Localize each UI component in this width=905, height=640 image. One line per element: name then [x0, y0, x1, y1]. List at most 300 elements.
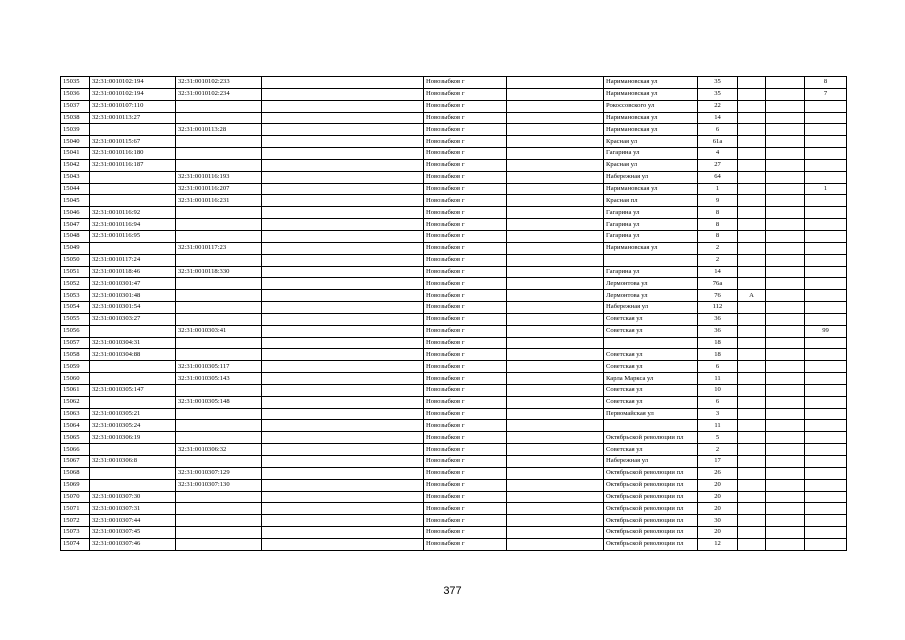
cell-cadastral-number [90, 361, 176, 373]
cell-empty [766, 313, 805, 325]
cell-house-number: 1 [698, 183, 738, 195]
cell-letter [738, 183, 766, 195]
table-row [61, 515, 847, 527]
cell-apartment [805, 290, 847, 302]
cell-empty [507, 491, 604, 503]
cell-house-number: 35 [698, 77, 738, 89]
cell-cadastral-number: 32:31:0010307:46 [90, 538, 176, 550]
cell-empty [766, 456, 805, 468]
cell-house-number: 11 [698, 420, 738, 432]
cell-empty [507, 396, 604, 408]
cell-city: Новозыбков г [424, 230, 507, 242]
cell-cadastral-number: 32:31:0010305:21 [90, 408, 176, 420]
cell-apartment: 7 [805, 88, 847, 100]
cell-id: 15067 [61, 456, 90, 468]
cell-street [604, 254, 698, 266]
cell-apartment [805, 515, 847, 527]
cell-cadastral-number: 32:31:0010304:88 [90, 349, 176, 361]
cell-empty [766, 420, 805, 432]
cell-cadastral-number-2 [176, 503, 262, 515]
cell-empty [507, 159, 604, 171]
cell-cadastral-number-2 [176, 136, 262, 148]
cell-empty [766, 467, 805, 479]
cell-street: Советская ул [604, 325, 698, 337]
cell-cadastral-number-2 [176, 456, 262, 468]
cell-cadastral-number-2 [176, 313, 262, 325]
table-row [61, 444, 847, 456]
cell-city: Новозыбков г [424, 527, 507, 539]
cell-house-number: 61а [698, 136, 738, 148]
cell-id: 15048 [61, 230, 90, 242]
cell-empty [262, 124, 424, 136]
cell-house-number: 20 [698, 503, 738, 515]
cell-city: Новозыбков г [424, 479, 507, 491]
table-row [61, 148, 847, 160]
cell-id: 15050 [61, 254, 90, 266]
cell-id: 15064 [61, 420, 90, 432]
cell-empty [507, 349, 604, 361]
cell-empty [766, 148, 805, 160]
table-row [61, 207, 847, 219]
cell-id: 15052 [61, 278, 90, 290]
cell-apartment [805, 373, 847, 385]
cell-apartment [805, 230, 847, 242]
cell-empty [766, 337, 805, 349]
cell-city: Новозыбков г [424, 266, 507, 278]
cell-empty [507, 432, 604, 444]
cell-house-number: 18 [698, 337, 738, 349]
cell-house-number: 30 [698, 515, 738, 527]
cell-city: Новозыбков г [424, 361, 507, 373]
cell-city: Новозыбков г [424, 396, 507, 408]
cell-house-number: 3 [698, 408, 738, 420]
cell-letter [738, 432, 766, 444]
cell-id: 15045 [61, 195, 90, 207]
cell-city: Новозыбков г [424, 337, 507, 349]
cell-empty [766, 207, 805, 219]
cell-letter [738, 503, 766, 515]
cell-empty [766, 183, 805, 195]
cell-house-number: 6 [698, 124, 738, 136]
table-row [61, 290, 847, 302]
cell-cadastral-number [90, 171, 176, 183]
cell-empty [262, 183, 424, 195]
cell-empty [262, 432, 424, 444]
table-row [61, 136, 847, 148]
cell-letter [738, 538, 766, 550]
cell-apartment [805, 361, 847, 373]
cell-empty [766, 349, 805, 361]
cell-letter [738, 302, 766, 314]
cell-street: Гагарина ул [604, 266, 698, 278]
cell-empty [507, 420, 604, 432]
cell-empty [262, 148, 424, 160]
cell-cadastral-number-2 [176, 112, 262, 124]
cell-apartment [805, 479, 847, 491]
table-row [61, 396, 847, 408]
cell-city: Новозыбков г [424, 408, 507, 420]
cell-id: 15057 [61, 337, 90, 349]
cell-cadastral-number: 32:31:0010107:110 [90, 100, 176, 112]
cell-house-number: 20 [698, 527, 738, 539]
cell-letter [738, 313, 766, 325]
cell-street: Гагарина ул [604, 207, 698, 219]
cell-city: Новозыбков г [424, 207, 507, 219]
cell-street: Октябрьской революции пл [604, 515, 698, 527]
cell-house-number: 20 [698, 479, 738, 491]
cell-city: Новозыбков г [424, 325, 507, 337]
cell-letter [738, 467, 766, 479]
cell-city: Новозыбков г [424, 219, 507, 231]
cell-id: 15059 [61, 361, 90, 373]
cell-empty [507, 503, 604, 515]
cell-cadastral-number [90, 396, 176, 408]
cell-empty [507, 136, 604, 148]
cell-street [604, 420, 698, 432]
cell-house-number: 2 [698, 254, 738, 266]
table-row [61, 278, 847, 290]
cell-empty [262, 136, 424, 148]
cell-street: Красная пл [604, 195, 698, 207]
cell-letter [738, 278, 766, 290]
cell-id: 15049 [61, 242, 90, 254]
cell-house-number: 8 [698, 207, 738, 219]
cell-apartment [805, 396, 847, 408]
cell-letter [738, 219, 766, 231]
cell-apartment [805, 148, 847, 160]
cell-apartment [805, 207, 847, 219]
cell-street: Наримановская ул [604, 183, 698, 195]
cell-empty [507, 266, 604, 278]
cell-cadastral-number: 32:31:0010116:187 [90, 159, 176, 171]
cell-empty [262, 242, 424, 254]
cell-cadastral-number: 32:31:0010305:24 [90, 420, 176, 432]
cell-cadastral-number-2 [176, 527, 262, 539]
cell-street [604, 337, 698, 349]
cell-cadastral-number-2: 32:31:0010116:193 [176, 171, 262, 183]
cell-city: Новозыбков г [424, 136, 507, 148]
cell-cadastral-number: 32:31:0010304:31 [90, 337, 176, 349]
cell-cadastral-number-2 [176, 278, 262, 290]
cell-cadastral-number: 32:31:0010116:92 [90, 207, 176, 219]
cell-empty [766, 538, 805, 550]
cell-cadastral-number-2 [176, 219, 262, 231]
cell-empty [507, 384, 604, 396]
cell-house-number: 12 [698, 538, 738, 550]
cell-id: 15066 [61, 444, 90, 456]
cell-cadastral-number-2: 32:31:0010307:129 [176, 467, 262, 479]
cell-empty [262, 408, 424, 420]
cell-letter [738, 100, 766, 112]
cell-letter [738, 491, 766, 503]
cell-street: Наримановская ул [604, 77, 698, 89]
cell-cadastral-number [90, 195, 176, 207]
cell-apartment [805, 124, 847, 136]
cell-empty [262, 325, 424, 337]
table-row [61, 349, 847, 361]
cell-letter [738, 444, 766, 456]
cell-empty [507, 467, 604, 479]
cell-street: Набережная ул [604, 302, 698, 314]
cell-letter [738, 266, 766, 278]
cell-letter [738, 349, 766, 361]
cell-cadastral-number: 32:31:0010307:30 [90, 491, 176, 503]
cell-cadastral-number: 32:31:0010301:48 [90, 290, 176, 302]
cell-street: Октябрьской революции пл [604, 479, 698, 491]
cell-city: Новозыбков г [424, 538, 507, 550]
cell-letter [738, 361, 766, 373]
cell-cadastral-number [90, 444, 176, 456]
cell-letter: А [738, 290, 766, 302]
cell-cadastral-number-2: 32:31:0010102:233 [176, 77, 262, 89]
cell-house-number: 8 [698, 219, 738, 231]
cell-city: Новозыбков г [424, 171, 507, 183]
cell-empty [507, 361, 604, 373]
cell-cadastral-number-2 [176, 148, 262, 160]
cell-empty [766, 384, 805, 396]
cell-house-number: 112 [698, 302, 738, 314]
cell-street: Гагарина ул [604, 230, 698, 242]
cell-city: Новозыбков г [424, 254, 507, 266]
cell-empty [507, 408, 604, 420]
cell-empty [262, 420, 424, 432]
cell-cadastral-number-2 [176, 337, 262, 349]
cell-city: Новозыбков г [424, 290, 507, 302]
cell-cadastral-number-2: 32:31:0010305:117 [176, 361, 262, 373]
cell-apartment: 99 [805, 325, 847, 337]
cell-id: 15040 [61, 136, 90, 148]
cell-empty [262, 171, 424, 183]
cell-cadastral-number-2: 32:31:0010307:130 [176, 479, 262, 491]
cell-id: 15074 [61, 538, 90, 550]
cell-house-number: 20 [698, 491, 738, 503]
cell-letter [738, 112, 766, 124]
cell-empty [766, 527, 805, 539]
cell-empty [507, 88, 604, 100]
table-row [61, 467, 847, 479]
cell-city: Новозыбков г [424, 112, 507, 124]
cell-apartment [805, 313, 847, 325]
table-row [61, 159, 847, 171]
cell-apartment [805, 503, 847, 515]
cell-street: Наримановская ул [604, 88, 698, 100]
cell-house-number: 9 [698, 195, 738, 207]
cell-city: Новозыбков г [424, 278, 507, 290]
cell-empty [766, 88, 805, 100]
cell-cadastral-number: 32:31:0010113:27 [90, 112, 176, 124]
cell-house-number: 36 [698, 313, 738, 325]
cell-empty [766, 219, 805, 231]
cell-house-number: 4 [698, 148, 738, 160]
cell-city: Новозыбков г [424, 159, 507, 171]
cell-street: Гагарина ул [604, 219, 698, 231]
cell-cadastral-number-2 [176, 420, 262, 432]
cell-cadastral-number [90, 373, 176, 385]
table-row [61, 456, 847, 468]
cell-cadastral-number-2 [176, 491, 262, 503]
cell-apartment [805, 420, 847, 432]
cell-empty [262, 254, 424, 266]
cell-empty [766, 479, 805, 491]
cell-cadastral-number-2: 32:31:0010117:23 [176, 242, 262, 254]
cell-city: Новозыбков г [424, 302, 507, 314]
page-number: 377 [443, 585, 462, 597]
table-row [61, 325, 847, 337]
cell-cadastral-number-2 [176, 408, 262, 420]
cell-apartment [805, 302, 847, 314]
cell-cadastral-number: 32:31:0010116:95 [90, 230, 176, 242]
cell-id: 15072 [61, 515, 90, 527]
cell-house-number: 76 [698, 290, 738, 302]
cell-house-number: 17 [698, 456, 738, 468]
cell-cadastral-number: 32:31:0010116:180 [90, 148, 176, 160]
cell-id: 15051 [61, 266, 90, 278]
cell-cadastral-number-2 [176, 384, 262, 396]
cell-cadastral-number-2 [176, 515, 262, 527]
cell-empty [766, 195, 805, 207]
cell-letter [738, 515, 766, 527]
cell-id: 15058 [61, 349, 90, 361]
table-row [61, 373, 847, 385]
cell-empty [507, 302, 604, 314]
cell-empty [766, 242, 805, 254]
cell-city: Новозыбков г [424, 467, 507, 479]
table-row [61, 242, 847, 254]
cell-empty [507, 290, 604, 302]
cell-empty [262, 538, 424, 550]
cell-empty [262, 219, 424, 231]
cell-city: Новозыбков г [424, 148, 507, 160]
cell-street: Первомайская ул [604, 408, 698, 420]
cell-street: Советская ул [604, 444, 698, 456]
cell-empty [507, 112, 604, 124]
cell-house-number: 35 [698, 88, 738, 100]
cell-id: 15035 [61, 77, 90, 89]
cell-empty [507, 124, 604, 136]
cell-letter [738, 373, 766, 385]
cell-apartment [805, 254, 847, 266]
cell-apartment [805, 219, 847, 231]
cell-empty [262, 159, 424, 171]
cell-id: 15053 [61, 290, 90, 302]
cell-cadastral-number-2 [176, 230, 262, 242]
table-row [61, 313, 847, 325]
cell-house-number: 11 [698, 373, 738, 385]
cell-apartment [805, 112, 847, 124]
cell-street: Октябрьской революции пл [604, 491, 698, 503]
cell-empty [766, 432, 805, 444]
cell-cadastral-number-2 [176, 290, 262, 302]
cell-apartment [805, 349, 847, 361]
cell-cadastral-number-2 [176, 432, 262, 444]
cell-cadastral-number-2: 32:31:0010305:148 [176, 396, 262, 408]
cell-cadastral-number-2 [176, 159, 262, 171]
cell-city: Новозыбков г [424, 242, 507, 254]
cell-house-number: 6 [698, 361, 738, 373]
cell-empty [507, 77, 604, 89]
cell-street: Наримановская ул [604, 124, 698, 136]
cell-empty [262, 302, 424, 314]
cell-street: Красная ул [604, 136, 698, 148]
cell-city: Новозыбков г [424, 420, 507, 432]
cell-street: Карла Маркса ул [604, 373, 698, 385]
cell-apartment [805, 136, 847, 148]
cell-house-number: 26 [698, 467, 738, 479]
cell-letter [738, 420, 766, 432]
cell-letter [738, 207, 766, 219]
table-row [61, 337, 847, 349]
cell-letter [738, 396, 766, 408]
cell-empty [507, 444, 604, 456]
cell-empty [766, 361, 805, 373]
cell-house-number: 27 [698, 159, 738, 171]
cell-empty [262, 503, 424, 515]
cell-id: 15069 [61, 479, 90, 491]
cell-id: 15061 [61, 384, 90, 396]
cell-empty [766, 159, 805, 171]
cell-cadastral-number-2: 32:31:0010118:330 [176, 266, 262, 278]
cell-cadastral-number-2: 32:31:0010116:231 [176, 195, 262, 207]
cell-cadastral-number-2 [176, 538, 262, 550]
table-row [61, 183, 847, 195]
table-row [61, 112, 847, 124]
cell-city: Новозыбков г [424, 444, 507, 456]
cell-cadastral-number: 32:31:0010301:54 [90, 302, 176, 314]
cell-city: Новозыбков г [424, 313, 507, 325]
cell-cadastral-number: 32:31:0010115:67 [90, 136, 176, 148]
cell-house-number: 14 [698, 266, 738, 278]
cell-apartment [805, 384, 847, 396]
cell-house-number: 76а [698, 278, 738, 290]
cell-empty [766, 408, 805, 420]
cell-empty [262, 349, 424, 361]
cell-id: 15039 [61, 124, 90, 136]
cell-empty [262, 373, 424, 385]
cell-letter [738, 337, 766, 349]
cell-empty [262, 384, 424, 396]
cell-empty [262, 479, 424, 491]
cell-street: Советская ул [604, 313, 698, 325]
cell-city: Новозыбков г [424, 183, 507, 195]
cell-letter [738, 384, 766, 396]
cell-empty [766, 302, 805, 314]
cell-city: Новозыбков г [424, 515, 507, 527]
cell-house-number: 22 [698, 100, 738, 112]
cell-id: 15036 [61, 88, 90, 100]
cell-empty [507, 183, 604, 195]
table-row [61, 254, 847, 266]
cell-letter [738, 148, 766, 160]
cell-cadastral-number-2: 32:31:0010116:207 [176, 183, 262, 195]
cell-empty [262, 313, 424, 325]
cell-empty [262, 112, 424, 124]
cell-empty [262, 491, 424, 503]
cell-house-number: 8 [698, 230, 738, 242]
table-row [61, 384, 847, 396]
cell-empty [507, 219, 604, 231]
cell-street: Октябрьской революции пл [604, 538, 698, 550]
cell-city: Новозыбков г [424, 88, 507, 100]
table-row [61, 503, 847, 515]
cell-street: Октябрьской революции пл [604, 467, 698, 479]
cell-apartment: 1 [805, 183, 847, 195]
cell-empty [507, 337, 604, 349]
cell-letter [738, 527, 766, 539]
cell-apartment [805, 456, 847, 468]
cell-apartment [805, 408, 847, 420]
cell-cadastral-number: 32:31:0010117:24 [90, 254, 176, 266]
cell-empty [766, 100, 805, 112]
